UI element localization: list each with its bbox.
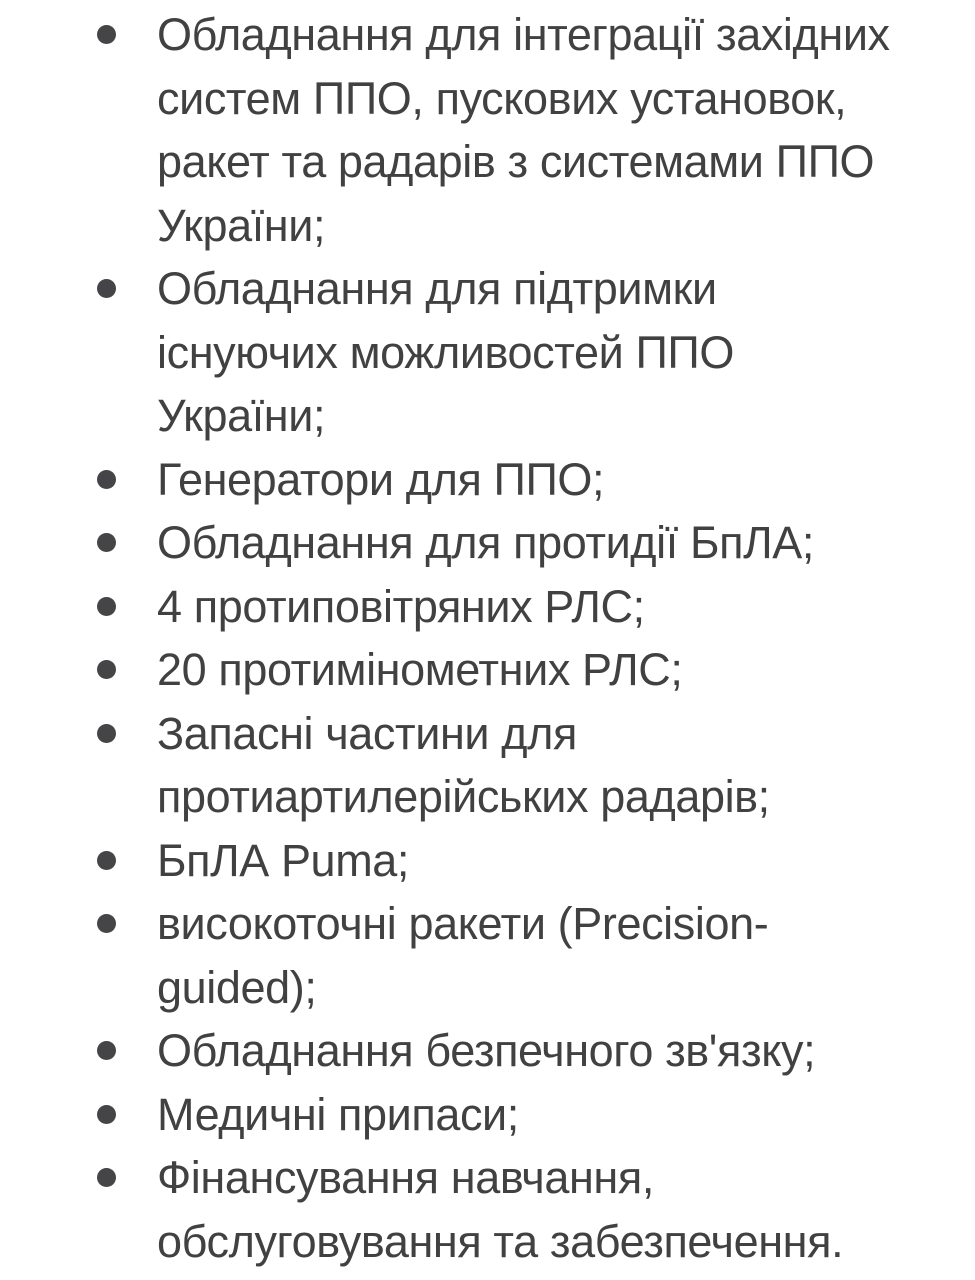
bullet-icon	[97, 1041, 116, 1060]
list-item-text: високоточні ракети (Precision- guided);	[157, 898, 769, 1013]
list-item	[0, 257, 975, 448]
list-item-text: Обладнання безпечного зв'язку;	[157, 1025, 816, 1076]
list-item-text: 20 протимінометних РЛС;	[157, 644, 683, 695]
bullet-icon	[97, 914, 116, 933]
bullet-icon	[97, 470, 116, 489]
bullet-icon	[97, 25, 116, 44]
bullet-icon	[97, 1168, 116, 1187]
list-item	[0, 892, 975, 1019]
list-item	[0, 638, 975, 702]
bullet-icon	[97, 1105, 116, 1124]
bullet-icon	[97, 724, 116, 743]
bullet-icon	[97, 533, 116, 552]
list-item-text: Генератори для ППО;	[157, 453, 605, 505]
bullet-icon	[97, 279, 116, 298]
list-item	[0, 1019, 975, 1083]
list-item-text: Обладнання для інтеграції західних систем ППО, пускових установок, ракет та радарів з системами ППО України;	[157, 9, 890, 251]
list-item-text: Обладнання для підтримки існуючих можливостей ППО України;	[157, 263, 734, 441]
list-item	[0, 511, 975, 575]
list-item-text: Медичні припаси;	[157, 1088, 519, 1140]
list-item	[0, 575, 975, 639]
list-item	[0, 3, 975, 257]
list-item-text: Обладнання для протидії БпЛА;	[157, 517, 814, 568]
list-item	[0, 829, 975, 893]
bullet-icon	[97, 660, 116, 679]
list-item	[0, 1146, 975, 1273]
list-item-text: БпЛА Puma;	[157, 834, 410, 886]
list-item-text: Запасні частини для протиартилерійських радарів;	[157, 707, 770, 822]
list-item	[0, 448, 975, 512]
list-item-text: 4 протиповітряних РЛС;	[157, 580, 645, 632]
list-item	[0, 702, 975, 829]
bullet-icon	[97, 597, 116, 616]
bullet-icon	[97, 851, 116, 870]
list-item	[0, 1083, 975, 1147]
list-item-text: Фінансування навчання, обслуговування та забезпечення.	[157, 1152, 844, 1267]
